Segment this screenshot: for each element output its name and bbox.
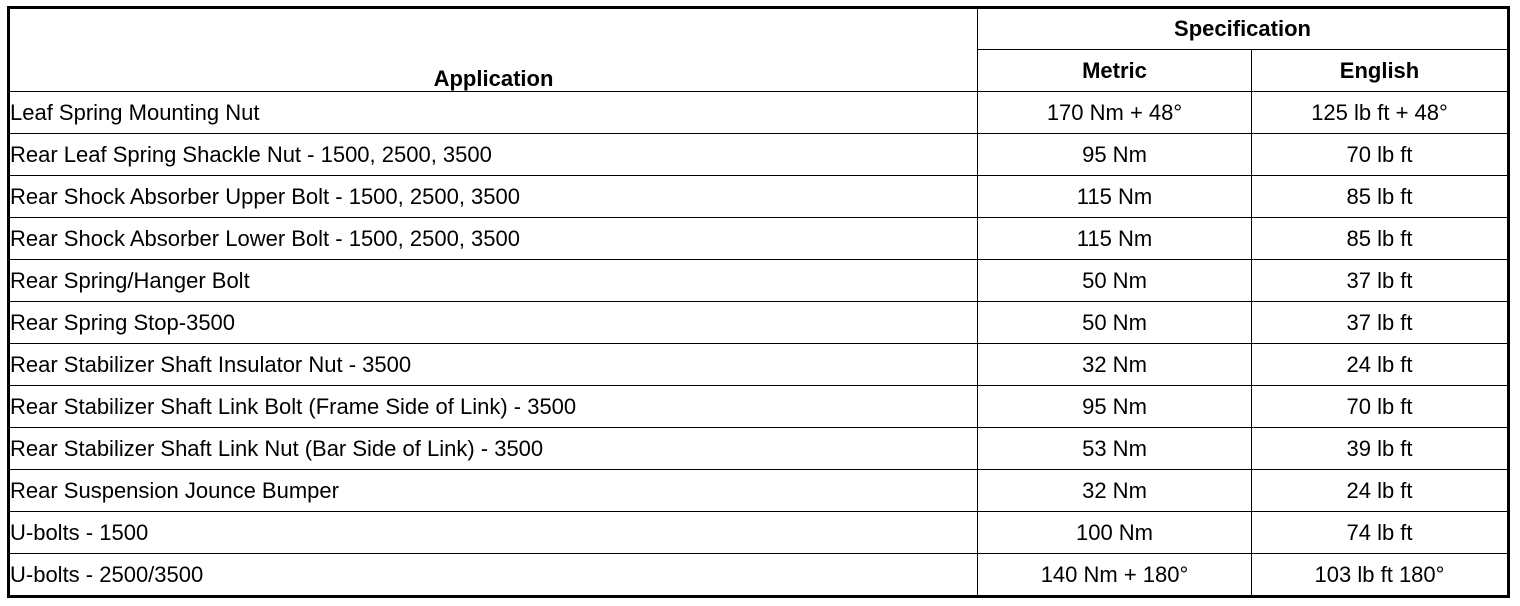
metric-cell: 100 Nm	[978, 512, 1252, 554]
english-cell: 37 lb ft	[1252, 302, 1509, 344]
table-row	[9, 176, 1509, 218]
application-cell: U-bolts - 2500/3500	[9, 554, 978, 597]
metric-cell: 50 Nm	[978, 260, 1252, 302]
metric-cell: 32 Nm	[978, 344, 1252, 386]
english-header: English	[1252, 50, 1509, 92]
application-cell: Rear Leaf Spring Shackle Nut - 1500, 2500, 3500	[9, 134, 978, 176]
english-cell: 70 lb ft	[1252, 386, 1509, 428]
torque-spec-table	[7, 6, 1510, 598]
metric-cell: 32 Nm	[978, 470, 1252, 512]
metric-cell: 95 Nm	[978, 386, 1252, 428]
application-cell: U-bolts - 1500	[9, 512, 978, 554]
table-row	[9, 302, 1509, 344]
english-cell: 70 lb ft	[1252, 134, 1509, 176]
english-cell: 24 lb ft	[1252, 344, 1509, 386]
english-cell: 103 lb ft 180°	[1252, 554, 1509, 597]
english-cell: 37 lb ft	[1252, 260, 1509, 302]
table-row	[9, 512, 1509, 554]
table-body	[9, 92, 1509, 597]
application-cell: Rear Stabilizer Shaft Link Bolt (Frame Side of Link) - 3500	[9, 386, 978, 428]
metric-header: Metric	[978, 50, 1252, 92]
application-cell: Rear Stabilizer Shaft Insulator Nut - 3500	[9, 344, 978, 386]
application-cell: Rear Shock Absorber Upper Bolt - 1500, 2500, 3500	[9, 176, 978, 218]
table-row	[9, 344, 1509, 386]
application-cell: Rear Spring Stop-3500	[9, 302, 978, 344]
table-row	[9, 554, 1509, 597]
application-header: Application	[9, 8, 978, 92]
application-cell: Rear Stabilizer Shaft Link Nut (Bar Side of Link) - 3500	[9, 428, 978, 470]
application-cell: Rear Spring/Hanger Bolt	[9, 260, 978, 302]
metric-cell: 140 Nm + 180°	[978, 554, 1252, 597]
table-row	[9, 92, 1509, 134]
table-row	[9, 386, 1509, 428]
english-cell: 39 lb ft	[1252, 428, 1509, 470]
metric-cell: 50 Nm	[978, 302, 1252, 344]
english-cell: 125 lb ft + 48°	[1252, 92, 1509, 134]
metric-cell: 53 Nm	[978, 428, 1252, 470]
table-row	[9, 470, 1509, 512]
table-row	[9, 428, 1509, 470]
metric-cell: 95 Nm	[978, 134, 1252, 176]
application-cell: Leaf Spring Mounting Nut	[9, 92, 978, 134]
metric-cell: 170 Nm + 48°	[978, 92, 1252, 134]
english-cell: 74 lb ft	[1252, 512, 1509, 554]
english-cell: 24 lb ft	[1252, 470, 1509, 512]
table-row	[9, 260, 1509, 302]
metric-cell: 115 Nm	[978, 176, 1252, 218]
application-cell: Rear Shock Absorber Lower Bolt - 1500, 2500, 3500	[9, 218, 978, 260]
english-cell: 85 lb ft	[1252, 218, 1509, 260]
application-cell: Rear Suspension Jounce Bumper	[9, 470, 978, 512]
specification-header: Specification	[978, 8, 1509, 50]
metric-cell: 115 Nm	[978, 218, 1252, 260]
english-cell: 85 lb ft	[1252, 176, 1509, 218]
table-row	[9, 218, 1509, 260]
table-row	[9, 134, 1509, 176]
